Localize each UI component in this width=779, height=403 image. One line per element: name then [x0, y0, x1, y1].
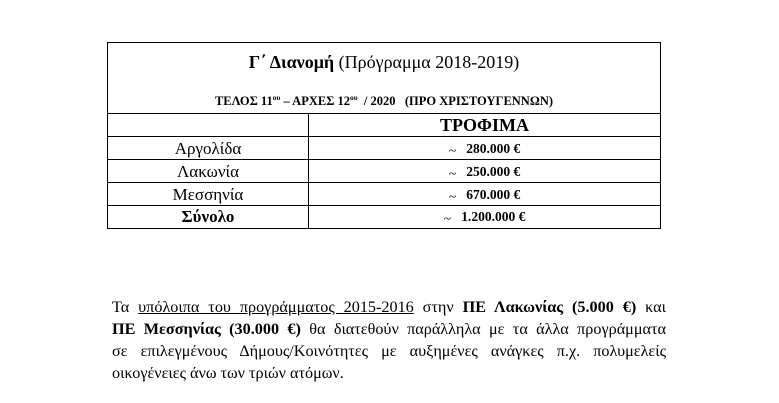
column-header-row: [108, 114, 660, 137]
amount-value: 670.000 €: [466, 187, 521, 202]
period-sup: ου: [350, 93, 358, 102]
table-title: [108, 51, 660, 73]
total-row: [108, 206, 660, 228]
table-row: [108, 160, 660, 183]
note-text: θα διατεθούν παράλληλα με τα άλλα προγράμματα: [300, 320, 667, 338]
note-text: και: [636, 298, 666, 316]
title-rest: (Πρόγραμμα 2018-2019): [334, 52, 520, 72]
column-header-food: ΤΡΟΦΙΜΑ: [440, 115, 529, 135]
note-text: στην: [413, 298, 463, 316]
period-part: – ΑΡΧΕΣ 12: [280, 94, 350, 108]
note-line-1: [112, 296, 666, 318]
table-row: [108, 137, 660, 160]
amount-cell: [309, 137, 660, 159]
note-underlined: υπόλοιπα του προγράμματος 2015-2016: [138, 298, 414, 316]
period-sup: ου: [272, 93, 281, 102]
note-text: Τα: [112, 298, 139, 316]
period-part: / 2020 (ΠΡΟ ΧΡΙΣΤΟΥΓΕΝΝΩΝ): [357, 94, 554, 108]
amount-value: 250.000 €: [466, 164, 521, 179]
region-cell: Λακωνία: [108, 160, 309, 182]
approx-icon: ~: [448, 167, 457, 182]
amount-cell: [309, 183, 660, 205]
note-paragraph: [112, 296, 666, 384]
approx-icon: ~: [443, 212, 452, 227]
note-bold-messinia: ΠΕ Μεσσηνίας (30.000 €): [112, 320, 301, 338]
table-row: [108, 183, 660, 206]
distribution-table: [107, 42, 661, 229]
empty-header-cell: [108, 114, 309, 136]
approx-icon: ~: [448, 144, 457, 159]
note-bold-laconia: ΠΕ Λακωνίας (5.000 €): [462, 298, 637, 316]
total-label: Σύνολο: [108, 206, 309, 228]
total-amount-cell: [309, 206, 660, 228]
table-header-cell: [108, 43, 660, 114]
region-cell: Μεσσηνία: [108, 183, 309, 205]
region-cell: Αργολίδα: [108, 137, 309, 159]
note-line-3: σε επιλεγμένους Δήμους/Κοινότητες με αυξημένες ανάγκες π.χ. πολυμελείς: [112, 342, 666, 360]
period-part: ΤΕΛΟΣ 11: [214, 94, 273, 108]
approx-icon: ~: [448, 190, 457, 205]
total-amount: 1.200.000 €: [461, 209, 526, 224]
note-line-4: οικογένειες άνω των τριών ατόμων.: [112, 364, 344, 382]
period-line: [108, 94, 660, 109]
amount-cell: [309, 160, 660, 182]
title-bold: Γ΄ Διανομή: [248, 52, 335, 72]
note-line-2: [112, 318, 666, 340]
amount-value: 280.000 €: [466, 141, 521, 156]
